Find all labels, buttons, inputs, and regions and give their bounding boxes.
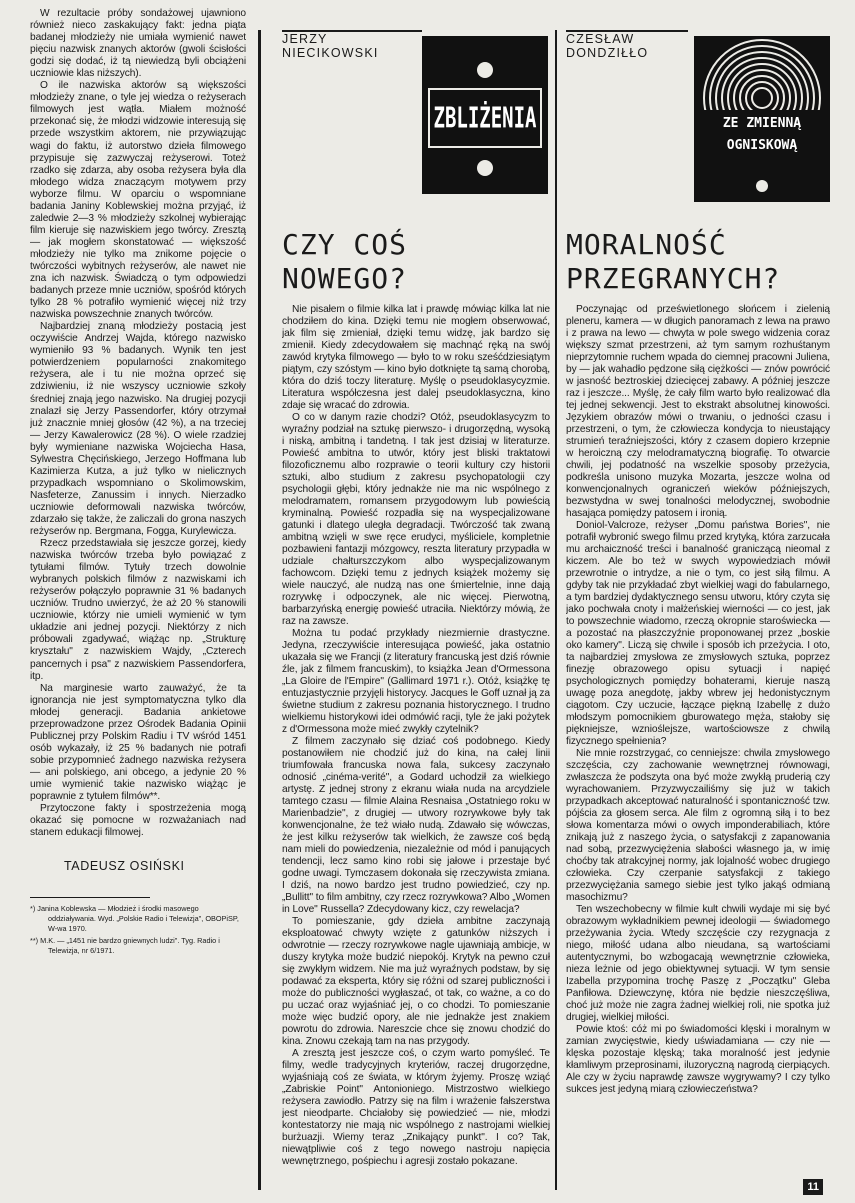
right-paragraph-2: Doniol-Valcroze, reżyser „Domu państwa Bories", nie potrafił wybronić swego filmu przed krytyką, która zarzucała mu archaiczność treści i banalność graniczącą nieomal z kiczem. Ale bo też w swych wypowiedziach mówił przewrotnie o intrydze, a nie o tym, co jest siłą filmu. A gdyby tak nie przykładać zbyt wielkiej wagi do fabularnego, a tym bardziej dydaktycznego sensu utworu, który czyta się jako pochwała cnoty i małżeńskiej wierności — co jest, jak to powszechnie wiadomo, rzeczą okropnie staroświecka — a pozostać na płaszczyźnie proponowanej przez „boskie oko kamery". Liczą się chwile i sposób ich przeżycia. I oto, ta najbardziej zmysłowa ze zmysłowych sztuka, poprzez finezję obrazowego opisu sytuacji i napięć psychologicznych pomiędzy bohaterami, kieruje naszą uwagę poza anegdotę, jakby wbrew jej hedonistycznym ciągotom. Czy uczucie, łączące piękną Izabellę z dużo młodszym pomocnikiem gburowatego męża, stałoby się piękniejsze, wznioślejsze, wartościowsze z chwilą fizycznego spełnienia?: [566, 520, 830, 747]
right-paragraph-1: Poczynając od prześwietlonego słońcem i zielenią pleneru, kamera — w długich panoramach z lewa na prawo i z prawa na lewo — chwyta w pole swego widzenia coraz większy szmat przestrzeni, aż tym samym rozhuśtanym nieprzytomnie ruchem wpada do ciemnej pracowni Juliena, by — jak wahadło pędzone siłą ciężkości — znów powrócić w jasność beztroskiej dziecięcej zabawy. A później jeszcze raz i jeszcze... Myślę, że cały film warto było realizować dla tej jednej sekwencji. Jest to ekstrakt absolutnej kinowości. Językiem obrazów mówi o trwaniu, o jedności czasu i przestrzeni, o tym, że człowiecza kondycja to nieustający strumień teraźniejszości, który z czasem dopiero krzepnie w heroiczną czy melodramatyczną biografię. To otwarcie chwili, jej podatność na wszelkie sposoby przeżycia, podkreśla unisono muzyka Mozarta, jeszcze wolna od konwencjonalnych ograniczeń wieków późniejszych, bezwstydna w swej tonalności melodycznej, swobodnie hasająca pomiędzy patosem i ironią.: [566, 304, 830, 519]
right-headline: [566, 228, 830, 296]
middle-author-name: JERZY NIECIKOWSKI: [282, 32, 379, 60]
right-author-name: CZESŁAW DONDZIŁŁO: [566, 32, 649, 60]
right-headline-line-2: PRZEGRANYCH?: [566, 262, 781, 295]
middle-headline-line-2: NOWEGO?: [282, 262, 408, 295]
logo-text-line-1: ZE ZMIENNĄ: [722, 116, 802, 131]
column-divider-left: [258, 30, 261, 1190]
middle-article-body: [282, 304, 550, 1168]
left-paragraph-6: Przytoczone fakty i spostrzeżenia mogą okazać się pomocne w rozważaniach nad stanem edukacji filmowej.: [30, 803, 246, 839]
right-article-body: [566, 304, 830, 1096]
middle-headline: [282, 228, 550, 296]
right-column-article: [566, 32, 830, 1182]
footnote-divider: [30, 897, 150, 898]
middle-paragraph-3: Można tu podać przykłady niezmiernie drastyczne. Jedyna, rzeczywiście interesująca powieść, jaka ostatnio ukazała się we Francji (z literatury francuską jest dziś równie źle, jak z filmem francuskim), to książka Jean d'Ormessona „La Gloire de l'Empire" (Gallimard 1971 r.). Otóż, książkę tę entuzjastycznie przyjęli historycy. Jacques le Goff uznał ją za świetne studium z zakresu poznania historycznego. I trudno wielkiemu historykowi idei odmówić racji, tyle że jaki pożytek z d'Ormessona może mieć zwykły czytelnik?: [282, 628, 550, 735]
footnote-2: **) M.K. — „1451 nie bardzo gniewnych ludzi". Tyg. Radio i Telewizja, nr 6/1971.: [30, 936, 220, 956]
left-paragraph-1: W rezultacie próby sondażowej ujawniono również nieco zaskakujący fakt: jedna piąta badanej młodzieży nie umiała wymienić nawet pięciu nazwisk znanych aktorów (gwoli ścisłości godzi się dodać, iż tą niewiedzą byli obciążeni uczniowie klas niższych).: [30, 8, 246, 80]
ze-zmienna-ogniskowa-logo: [694, 36, 830, 202]
middle-paragraph-1: Nie pisałem o filmie kilka lat i prawdę mówiąc kilka lat nie chodziłem do kina. Dzięki temu nie mogłem obserwować, jak film się zmieniał, dzięki temu widzę, jak bardzo się zmienił. Kiedy zdecydowałem się machnąć ręką na swój zawód krytyka filmowego — było to w roku sześćdziesiątym piątym, czy szóstym — kino było dotknięte tą samą chorobą, która do dziś toczy literaturę. Myślę o pseudoklasycyzmie. Literatura współczesna jest dalej pseudoklasyczna, kino zdaje się wracać do zdrowia.: [282, 304, 550, 411]
middle-paragraph-5: To pomieszanie, gdy dzieła ambitne zaczynają eksploatować chwyty wzięte z gatunków niższych i odwrotnie — rzeczy rozrywkowe nagle ujawniają ambicje, w duszy krytyka może budzić niepokój. Krytyk na pewno czuł się zwykłym widzem. Nie ma już wyraźnych podstaw, by się podawać za eksperta, który się różni od szarej publiczności i może do publiczności wygłaszać, ot tak, co ważne, a co do pu uczać oraz wyjaśniać jej, o co chodzi. To pomieszanie może więc budzić opory, ale nie jednakże jest znakiem powrotu do zdrowia. Nareszcie chce się znowu chodzić do kina. Znowu czekają tam na nas przygody.: [282, 916, 550, 1047]
left-paragraph-2: O ile nazwiska aktorów są większości młodzieży znane, o tyle jej wiedza o reżyserach filmowych jest wątła. Miałem możność przekonać się, że młodzi widzowie interesują się przede wszystkim aktorem, nie przywiązując wagi do faktu, iż autorstwo dzieła filmowego przypisuje się zazwyczaj reżyserowi. Toteż rzadko się zdarza, aby osoba reżysera była dla młodego widza znaczącym motywem przy wyborze filmu. W oparciu o wspomniane badania Janiny Koblewskiej można przyjąć, iż zaledwie 2—3 % młodzieży szkolnej wybierając film kieruje się nazwiskiem jego twórcy. Zresztą — jak mogłem skonstatować — większość młodzieży nie tylko ma znikome pojęcie o twórczości wybitnych reżyserów, ale nawet nie zna ich nazwisk. Świadczą o tym odpowiedzi badanych przeze mnie uczniów, spośród których tylko 28 % potrafiło wymienić więcej niż trzy nazwiska powszechnie znanych twórców.: [30, 80, 246, 321]
middle-paragraph-2: O co w danym razie chodzi? Otóż, pseudoklasycyzm to wyraźny podział na sztukę pierwszo- i drugorzędną, wysoką i niską, ambitną i tandetną. I tak jest dzisiaj w literaturze. Powieść ambitna to utwór, który jest bliski traktatowi filozoficznemu albo rozprawie o teorii kultury czy historii sztuki, albo studium z zakresu psychopatologii czy psychologii głębi, który jednakże nie ma nic wspólnego z melodramatem, romansem przygodowym lub powieścią kryminalną. Powieść rozpadła się na wyspecjalizowane gatunki i dlatego uległa degradacji. Twórczość tak zwaną ambitną wzięli w swe ręce erudyci, myśliciele, kompletnie pozbawieni fantazji mózgowcy, reszta literatury przypadła w udziale chałturszczykom albo wyspecjalizowanym fachowcom. Dzięki temu z jednych książek możemy się wiele nauczyć, ale nudzą nas one śmiertelnie, inne dają rozrywkę i odpoczynek, ale nic więcej. Pierwotną, barbarzyńską energię powieść utraciła. Niektórzy mówią, że raz na zawsze.: [282, 412, 550, 627]
zblizenia-logo-text: ZBLIŻENIA: [433, 102, 537, 135]
middle-headline-line-1: CZY COŚ: [282, 228, 408, 261]
left-paragraph-4: Rzecz przedstawiała się jeszcze gorzej, kiedy nazwiska twórców trzeba było powiązać z tytułami filmów. Tytuły trzech dowolnie wybranych polskich filmów z nazwiskami ich reżyserów połączyło poprawnie 31 % badanych uczniów. Trudno uwierzyć, że aż 20 % stanowili uczniowie, którzy nie umieli wymienić w tym układzie ani jednej pozycji. Niektórzy z nich próbowali zgadywać, wiążąc np. „Strukturę kryształu" z nazwiskiem Wajdy, „Czterech pancernych i psa" z nazwiskiem Passendorfera, itp.: [30, 538, 246, 682]
column-divider-right: [555, 30, 557, 1190]
footnote-1: *) Janina Koblewska — Młodzież i środki masowego oddziaływania. Wyd. „Polskie Radio i Telewizja", OBOPiSP, W-wa 1970.: [30, 904, 239, 934]
left-paragraph-3: Najbardziej znaną młodzieży postacią jest oczywiście Andrzej Wajda, którego nazwisko wymieniło 93 % badanych. Wynik ten jest potwierdzeniem popularności znakomitego reżysera, ale i tu nie można oprzeć się zdziwieniu, iż nie wszyscy uczniowie szkoły średniej znają jego nazwisko. Na drugiej pozycji znalazł się Jerzy Passendorfer, który otrzymał już znacznie mniej głosów (42 %), a na trzeciej — Jerzy Kawalerowicz (28 %). O wiele rzadziej były wymieniane nazwiska Wojciecha Hasa, Sylwestra Chęcińskiego, Jerzego Hoffmana lub Kazimierza Kutza, a już tylko w nielicznych przypadkach wspomniano o Skolimowskim, Nasfeterze, Zanussim i innych. Nierzadko uczniowie deformowali nazwiska twórców, zdarzało się także, że zaliczali do grona naszych reżyserów np. Bergmana, Fogga, Kurylewicza.: [30, 321, 246, 538]
right-paragraph-5: Powie ktoś: cóż mi po świadomości klęski i moralnym w zamian zwycięstwie, kiedy uświadamiana — czy nie — klęska pozostaje klęską; taka moralność jest jedynie kłamliwym przeprosinami, iluzoryczną nagrodą cierpiących. Ale czy w życiu naprawdę zawsze wygrywamy? I czy tylko sukces jest jedyną miarą człowieczeństwa?: [566, 1024, 830, 1095]
right-paragraph-3: Nie mnie rozstrzygać, co cenniejsze: chwila zmysłowego szczęścia, czy zachowanie wewnętrznej równowagi, zwłaszcza że podszyta ona być może zwykłą pruderią czy wyrachowaniem. Przyzwyczailiśmy się już w takich przypadkach akceptować naturalność i spontaniczność tzw. pójścia za głosem serca. Ale film z ogromną siłą i to bez słowa komentarza mówi o owych imponderabiliach, które znikają już z naszego życia, o satysfakcji z zapanowania nad sobą, przezwyciężenia słabości własnego ja, w imię choćby tak atrakcyjnej normy, jak lojalność wobec drugiego człowieka. Czy czerpanie satysfakcji z takiego przezwyciężania samego siebie jest tylko jakąś odmianą masochizmu?: [566, 748, 830, 903]
author-signature: TADEUSZ OSIŃSKI: [64, 859, 185, 874]
right-headline-line-1: MORALNOŚĆ: [566, 228, 727, 261]
logo-text-line-2: OGNISKOWĄ: [726, 138, 798, 153]
middle-paragraph-6: A zresztą jest jeszcze coś, o czym warto pomyśleć. Te filmy, wedle tradycyjnych kryteriów, raczej drugorzędne, wyjaśniają coś ze świata, w którym żyjemy. Proszę wziąć „Zabriskie Point" Antonioniego. Mistrzostwo wielkiego reżysera zawiodło. Patrzy się na film i wrażenie fałszerstwa jest nieodparte. Chciałoby się powiedzieć — nie, młodzi kontestatorzy nie mają nic wspólnego z nastrojami wielkiej burżuazji. Wiemy teraz „Znikający punkt". I co? Tak, niewątpliwie coś z tego nowego nastroju napięcia wewnętrznego, pośpiechu i agresji zostało pokazane.: [282, 1048, 550, 1167]
right-paragraph-4: Ten wszechobecny w filmie kult chwili wydaje mi się być obrazowym wykładnikiem pewnej ideologii — świadomego przeżywania życia. Wtedy szczęście czy rezygnacja z niego, miłość udana albo nieudana, są wartościami autentycznymi, bo wzbogacają wewnętrznie człowieka, nieza leżnie od jego obiektywnej sytuacji. W tym sensie Izabella przypomina trochę Paszę z „Początku" Gleba Panfiłowa. Dziewczynę, która nie będzie nieszczęśliwa, choć już może nie zagra żadnej wielkiej roli, nie spotka już drugiej, wielkiej miłości.: [566, 904, 830, 1023]
zblizenia-logo: [422, 36, 548, 194]
left-paragraph-5: Na marginesie warto zauważyć, że ta ignorancja nie jest symptomatyczna tylko dla młodej generacji. Badania ankietowe przeprowadzone przez Ośrodek Badania Opinii Publicznej przy Polskim Radiu i TV wśród 1451 osób wykazały, iż 25 % badanych nie potrafi sobie przypomnieć żadnego nazwiska reżysera — ani polskiego, ani obcego, a jedynie 20 % umie wymienić takie nazwisko wiążąc je poprawnie z tytułem filmów**.: [30, 682, 246, 803]
middle-paragraph-4: Z filmem zaczynało się dziać coś podobnego. Kiedy postanowiłem nie chodzić już do kina, na całej linii triumfowała francuska nowa fala, sukcesy zaczynało odnosić „cinéma-verité", a Godard uchodził za wielkiego artystę. Z jednej strony z ekranu wiała nuda na arcydziele tamtego czasu — filmie Alaina Resnaisa „Ostatniego roku w Marienbadzie", z drugiej — utwory rozrywkowe były tak konwencjonalne, że też wiało nudą. Zdawało się wówczas, że jest kilku reżyserów tak wielkich, że zawsze coś będą nam mieli do powiedzenia, niezależnie od mód i panujących tendencji, lecz samo kino robi się jałowe i przestaje być godne uwagi. Tymczasem dokonała się rzeczywista zmiana. I dziś, na nowo bardzo jest trudno powiedzieć, czy np. „Bullitt" to film ambitny, czy rzecz rozrywkowa? Albo „Women in Love" Russella? Zdecydowany kicz, czy rewelacja?: [282, 736, 550, 915]
left-column-article: [30, 8, 246, 1108]
page-number: 11: [803, 1179, 823, 1195]
middle-column-article: [282, 32, 550, 1182]
